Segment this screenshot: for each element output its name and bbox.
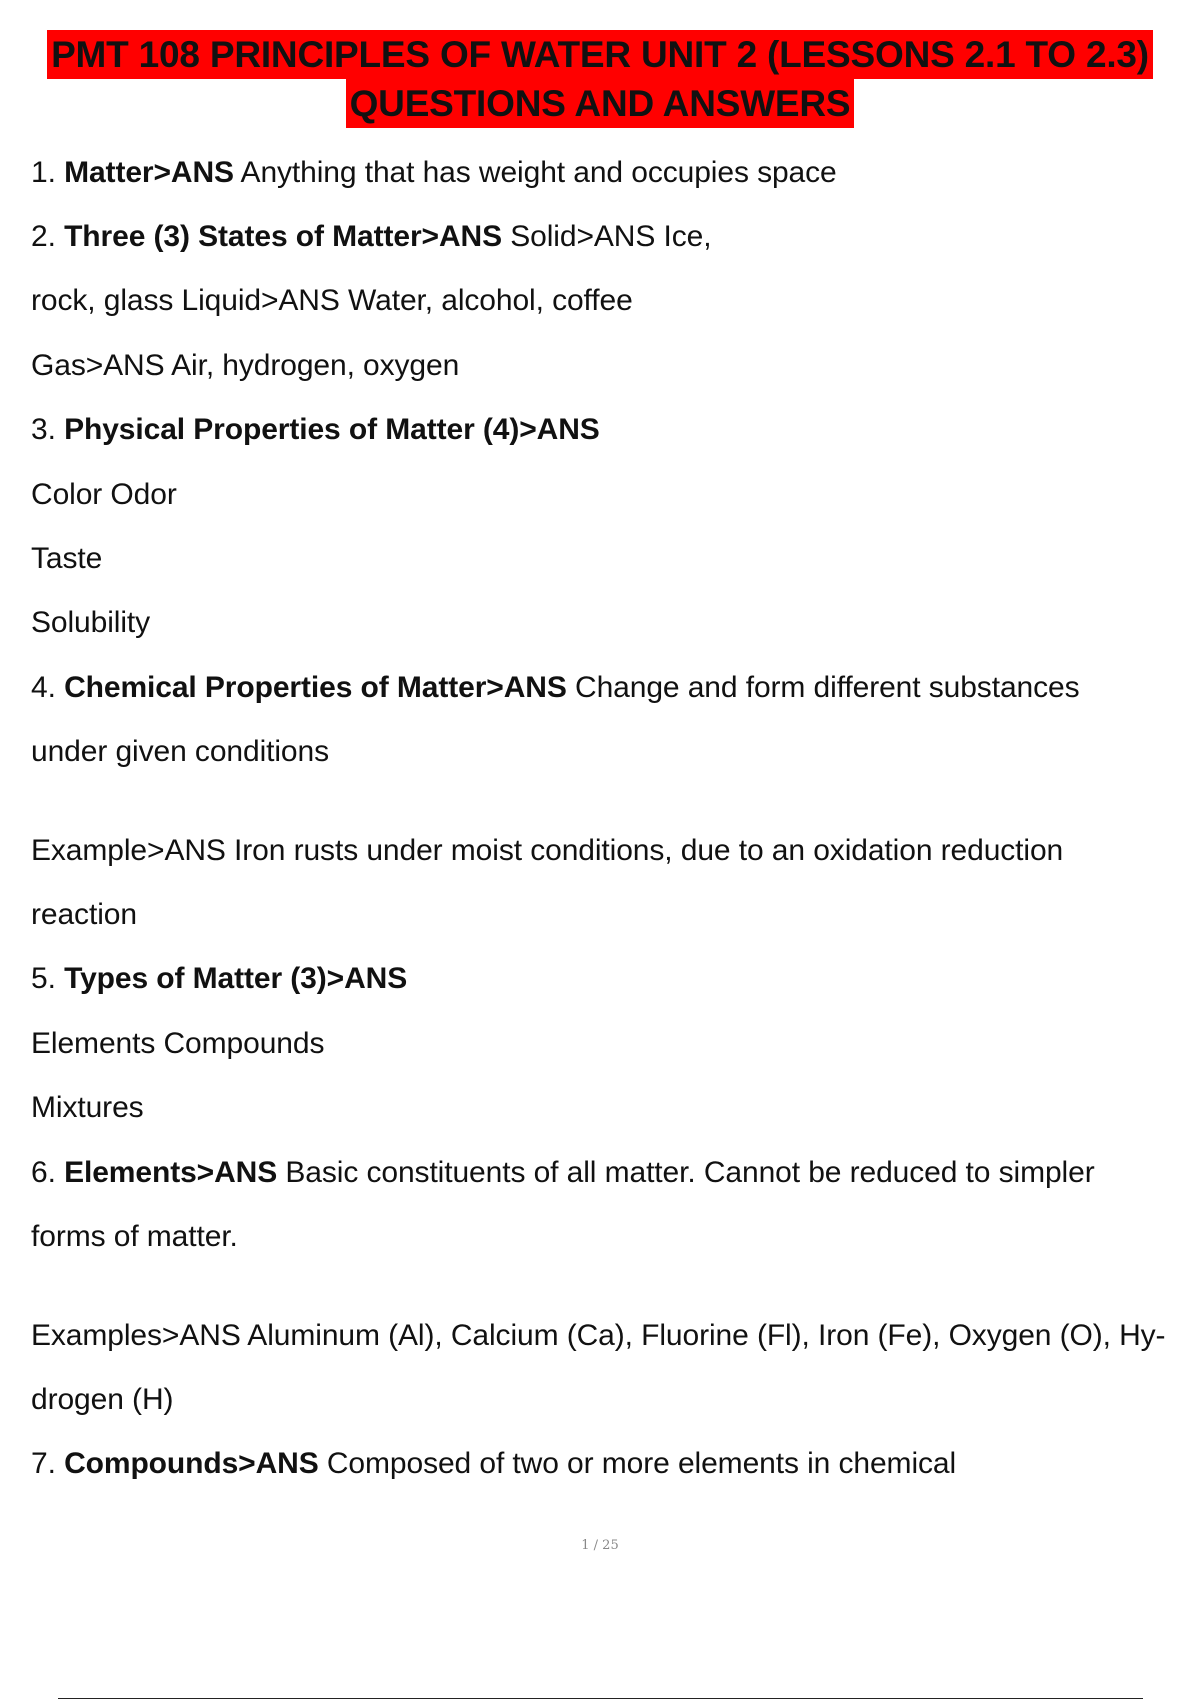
answer-text: Solid>ANS Ice, [502,220,712,253]
qa-line-5 [31,961,1200,997]
item-number: 3. [31,413,56,446]
question-text: Compounds>ANS [64,1447,319,1480]
question-text: Chemical Properties of Matter>ANS [64,671,567,704]
item-number: 2. [31,220,56,253]
title-line-2: QUESTIONS AND ANSWERS [346,79,855,128]
answer-continuation: Taste [31,542,103,575]
item-number: 1. [31,156,56,189]
question-text: Matter>ANS [64,156,234,189]
answer-text: Composed of two or more elements in chemical [318,1447,957,1480]
item-number: 6. [31,1156,56,1189]
qa-line-7 [31,1446,1200,1482]
item-number: 4. [31,671,56,704]
answer-continuation: drogen (H) [31,1383,174,1416]
title-line-1: PMT 108 PRINCIPLES OF WATER UNIT 2 (LESSONS 2.1 TO 2.3) [47,30,1153,79]
question-text: Three (3) States of Matter>ANS [64,220,503,253]
answer-continuation: Examples>ANS Aluminum (Al), Calcium (Ca), Fluorine (Fl), Iron (Fe), Oxygen (O), Hy- [31,1319,1166,1352]
qa-line-4 [31,670,1200,706]
answer-continuation: Example>ANS Iron rusts under moist conditions, due to an oxidation reduction [31,834,1064,867]
answer-continuation: Mixtures [31,1091,144,1124]
document-title [0,30,1200,128]
answer-continuation: Color Odor [31,478,177,511]
answer-continuation: Solubility [31,606,151,639]
answer-text: Anything that has weight and occupies space [233,156,837,189]
item-number: 7. [31,1447,56,1480]
qa-line-3 [31,412,1200,448]
question-text: Types of Matter (3)>ANS [64,962,408,995]
answer-continuation: Gas>ANS Air, hydrogen, oxygen [31,349,460,382]
answer-text: Change and form different substances [566,671,1080,704]
qa-line-2 [31,219,1200,255]
page-number: 1 / 25 [581,1538,619,1553]
answer-continuation: reaction [31,898,137,931]
answer-continuation: Elements Compounds [31,1027,325,1060]
answer-continuation: rock, glass Liquid>ANS Water, alcohol, coffee [31,284,633,317]
question-text: Elements>ANS [64,1156,278,1189]
qa-line-1 [31,155,1200,191]
answer-continuation: forms of matter. [31,1220,238,1253]
answer-continuation: under given conditions [31,735,330,768]
question-text: Physical Properties of Matter (4)>ANS [64,413,600,446]
qa-line-6 [31,1155,1200,1191]
answer-text: Basic constituents of all matter. Cannot be reduced to simpler [277,1156,1095,1189]
item-number: 5. [31,962,56,995]
page-divider [58,1698,1143,1699]
